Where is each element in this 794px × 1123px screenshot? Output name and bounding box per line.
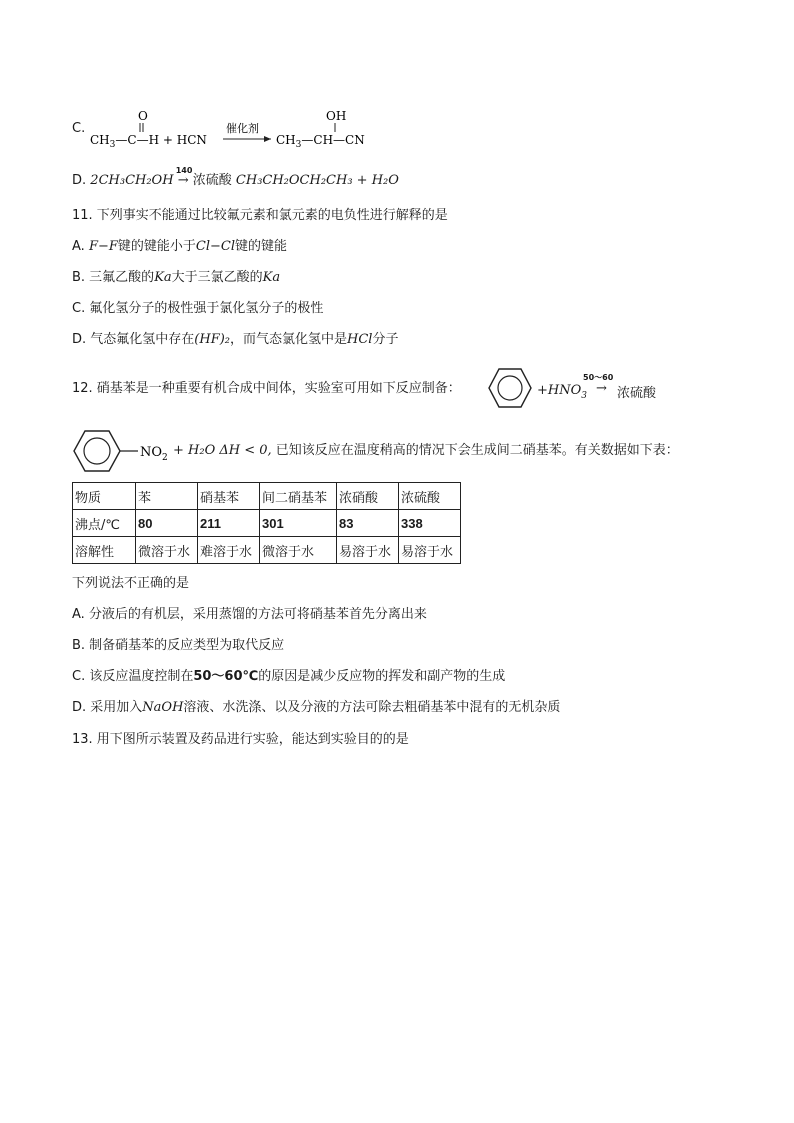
- bond-dash: —: [115, 133, 128, 147]
- subscript: 2: [162, 453, 168, 463]
- catalyst-label: 催化剂: [226, 122, 259, 135]
- nitrobenzene-structure-icon: [72, 428, 176, 474]
- option-b: B. 三氟乙酸的Ka大于三氯乙酸的Ka: [72, 270, 281, 285]
- subscript: 3: [109, 140, 116, 148]
- ch3-text: CH: [90, 133, 110, 147]
- option-b: B. 制备硝基苯的反应类型为取代反应: [72, 638, 285, 653]
- table-cell: 沸点/℃: [73, 510, 136, 537]
- option-d: D. 气态氟化氢中存在(HF)₂，而气态氯化氢中是HCl分子: [72, 332, 399, 347]
- catalyst-label: 浓硫酸: [617, 386, 657, 401]
- nitric-acid-term: $+HNO_3$: [537, 383, 587, 401]
- reaction-line-2: [173, 442, 679, 460]
- table-header-cell: 苯: [136, 483, 198, 510]
- subscript: 3: [295, 140, 302, 148]
- table-cell: 211: [198, 510, 260, 537]
- table-header-cell: 浓硝酸: [337, 483, 399, 510]
- arrow-icon: →: [177, 173, 189, 188]
- table-header-cell: 硝基苯: [198, 483, 260, 510]
- question-prompt: 下列说法不正确的是: [72, 576, 190, 591]
- option-a: A. F−F键的键能小于Cl−Cl键的键能: [72, 239, 288, 254]
- option-a: A. 分液后的有机层，采用蒸馏的方法可将硝基苯首先分离出来: [72, 607, 427, 622]
- option-label: C.: [72, 121, 86, 136]
- temperature-label: 140: [175, 166, 193, 175]
- table-header-cell: 物质: [73, 483, 136, 510]
- acetaldehyde-hcn-equation: [86, 104, 386, 148]
- no2-label: NO: [140, 445, 163, 460]
- ether-product: CH₃CH₂OCH₂CH₃ + H₂O: [235, 173, 399, 188]
- svg-text:NO2: [140, 445, 168, 463]
- question-stem: 12. 硝基苯是一种重要有机合成中间体，实验室可用如下反应制备：: [72, 381, 461, 396]
- question-stem: 11. 下列事实不能通过比较氟元素和氯元素的电负性进行解释的是: [72, 208, 448, 223]
- arrow-head-icon: [264, 136, 271, 142]
- table-row: [73, 510, 461, 537]
- table-header-cell: 浓硫酸: [399, 483, 461, 510]
- table-cell: 301: [260, 510, 337, 537]
- temperature-label: 50～60: [583, 373, 614, 382]
- data-table: [72, 482, 461, 564]
- table-cell: 溶解性: [73, 537, 136, 564]
- table-cell: 微溶于水: [260, 537, 337, 564]
- catalyst-label: 浓硫酸: [192, 173, 232, 188]
- table-cell: 83: [337, 510, 399, 537]
- water-enthalpy: + H₂O ΔH < 0,: [173, 443, 272, 458]
- svg-text:CH3—CH—CN: [276, 133, 365, 148]
- benzene-ring-icon: [487, 366, 533, 410]
- ethanol-formula: 2CH₃CH₂OH: [90, 173, 174, 188]
- option-d: [72, 166, 399, 190]
- option-d: D. 采用加入NaOH溶液、水洗涤、以及分液的方法可除去粗硝基苯中混有的无机杂质: [72, 700, 561, 715]
- oxygen-label: O: [138, 109, 148, 123]
- table-header-cell: 间二硝基苯: [260, 483, 337, 510]
- table-cell: 易溶于水: [337, 537, 399, 564]
- table-cell: 80: [136, 510, 198, 537]
- option-label: D.: [72, 173, 87, 188]
- table-row: [73, 537, 461, 564]
- reaction-arrow: [175, 166, 193, 190]
- option-c: C. 该反应温度控制在50～60℃的原因是减少反应物的挥发和副产物的生成: [72, 669, 506, 684]
- carbonyl-carbon: C: [127, 133, 137, 147]
- condition-text: 已知该反应在温度稍高的情况下会生成间二硝基苯。有关数据如下表：: [275, 443, 679, 458]
- question-13-stem: 13. 用下图所示装置及药品进行实验，能达到实验目的的是: [72, 732, 409, 747]
- table-cell: 难溶于水: [198, 537, 260, 564]
- arrow-icon: →: [596, 381, 607, 396]
- hydroxyl-label: OH: [326, 109, 347, 123]
- table-row: [73, 483, 461, 510]
- product-ch3: CH: [276, 133, 296, 147]
- svg-text:CH3—C—H + HCN: [90, 133, 207, 148]
- table-cell: 338: [399, 510, 461, 537]
- product-chain: —CH—CN: [301, 133, 365, 147]
- table-cell: 微溶于水: [136, 537, 198, 564]
- h-plus-hcn: —H + HCN: [136, 133, 207, 147]
- table-cell: 易溶于水: [399, 537, 461, 564]
- option-c: C. 氟化氢分子的极性强于氯化氢分子的极性: [72, 301, 324, 316]
